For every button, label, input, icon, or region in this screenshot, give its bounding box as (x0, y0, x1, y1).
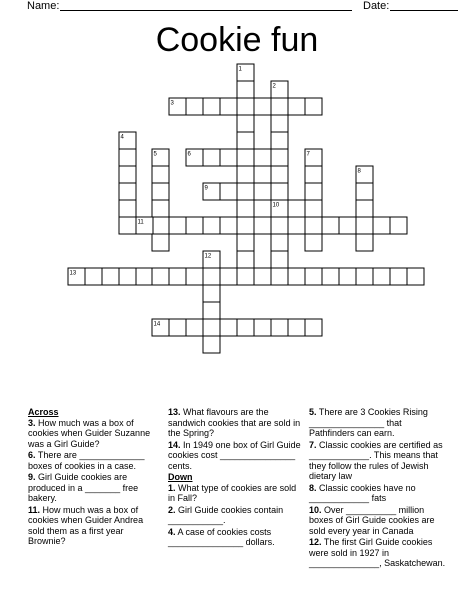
grid-cell[interactable] (186, 217, 203, 234)
grid-cell[interactable] (237, 234, 254, 251)
grid-cell[interactable] (237, 319, 254, 336)
clue-number: 5 (153, 151, 157, 158)
grid-cell[interactable] (356, 268, 373, 285)
grid-cell[interactable] (356, 217, 373, 234)
clue-across-11: 11. How much was a box of cookies when Guider Andrea sold them as a first year Brownie? (28, 504, 144, 546)
grid-cell[interactable] (102, 268, 119, 285)
grid-cell[interactable] (322, 217, 339, 234)
grid-cell[interactable] (203, 217, 220, 234)
across-heading: Across (28, 407, 59, 417)
grid-cell[interactable] (169, 319, 186, 336)
grid-cell[interactable] (237, 115, 254, 132)
name-label: Name: (27, 0, 60, 12)
clue-down-1: 1. What type of cookies are sold in Fall? (168, 482, 297, 503)
clue-across-6: 6. There are _____________ boxes of cookies in a case. (28, 450, 145, 471)
grid-cell[interactable] (169, 217, 186, 234)
grid-cell[interactable] (254, 268, 271, 285)
grid-cell[interactable] (288, 98, 305, 115)
grid-cell[interactable] (271, 217, 288, 234)
grid-cell[interactable] (322, 268, 339, 285)
clue-across-13: 13. What flavours are the sandwich cookies that are sold in the Spring? (168, 407, 301, 438)
grid-cell[interactable] (271, 98, 288, 115)
grid-cell[interactable] (220, 149, 237, 166)
grid-cell[interactable] (271, 166, 288, 183)
grid-cell[interactable] (339, 217, 356, 234)
grid-cell[interactable] (119, 268, 136, 285)
grid-cell[interactable] (254, 98, 271, 115)
grid-cell[interactable] (237, 183, 254, 200)
grid-cell[interactable] (373, 217, 390, 234)
grid-cell[interactable] (186, 319, 203, 336)
grid-cell[interactable] (271, 268, 288, 285)
grid-cell[interactable] (237, 132, 254, 149)
clue-down-12: 12. The first Girl Guide cookies were sold in 1927 in ______________, Saskatchewan. (309, 537, 446, 568)
grid-cell[interactable] (119, 149, 136, 166)
clue-number: 6 (187, 151, 191, 158)
clue-number: 12 (204, 253, 212, 260)
grid-cell[interactable] (220, 217, 237, 234)
clue-across-14: 14. In 1949 one box of Girl Guide cookies cost _______________ cents. (168, 439, 301, 471)
grid-cell[interactable] (203, 268, 220, 285)
grid-cell[interactable] (356, 183, 373, 200)
grid-cell[interactable] (152, 234, 169, 251)
grid-cell[interactable] (237, 81, 254, 98)
grid-cell[interactable] (288, 217, 305, 234)
grid-cell[interactable] (203, 285, 220, 302)
grid-cell[interactable] (271, 234, 288, 251)
grid-cell[interactable] (237, 268, 254, 285)
grid-cell[interactable] (119, 200, 136, 217)
grid-cell[interactable] (220, 183, 237, 200)
grid-cell[interactable] (271, 132, 288, 149)
grid-cell[interactable] (186, 268, 203, 285)
grid-cell[interactable] (152, 183, 169, 200)
clue-number: 1 (238, 66, 242, 73)
clue-number: 3 (170, 100, 174, 107)
grid-cell[interactable] (254, 183, 271, 200)
clue-down-5: 5. There are 3 Cookies Rising _______________ that Pathfinders can earn. (309, 407, 428, 438)
grid-cell[interactable] (254, 319, 271, 336)
grid-cell[interactable] (237, 200, 254, 217)
grid-cell[interactable] (305, 183, 322, 200)
grid-cell[interactable] (271, 183, 288, 200)
clue-down-10: 10. Over __________ million boxes of Girl Guide cookies are sold every year in Canada (309, 504, 435, 536)
grid-cell[interactable] (305, 234, 322, 251)
grid-cell[interactable] (237, 98, 254, 115)
clue-number: 7 (306, 151, 310, 158)
grid-cell[interactable] (390, 217, 407, 234)
grid-cell[interactable] (152, 166, 169, 183)
grid-cell[interactable] (356, 200, 373, 217)
grid-cell[interactable] (152, 217, 169, 234)
clue-number: 13 (69, 270, 77, 277)
clue-down-4: 4. A case of cookies costs _______________ dollars. (168, 526, 275, 547)
grid-cell[interactable] (271, 319, 288, 336)
grid-cell[interactable] (407, 268, 424, 285)
grid-cell[interactable] (186, 98, 203, 115)
grid-cell[interactable] (288, 268, 305, 285)
grid-cell[interactable] (254, 149, 271, 166)
down-heading: Down (168, 472, 193, 482)
grid-cell[interactable] (271, 115, 288, 132)
clue-number: 10 (272, 202, 280, 209)
grid-cell[interactable] (305, 98, 322, 115)
grid-cell[interactable] (237, 217, 254, 234)
clue-number: 2 (272, 83, 276, 90)
grid-cell[interactable] (339, 268, 356, 285)
date-label: Date: (363, 0, 390, 12)
clue-down-2: 2. Girl Guide cookies contain ___________. (168, 504, 284, 525)
grid-cell[interactable] (203, 149, 220, 166)
grid-cell[interactable] (203, 98, 220, 115)
grid-cell[interactable] (119, 166, 136, 183)
grid-cell[interactable] (305, 217, 322, 234)
grid-cell[interactable] (237, 251, 254, 268)
across-down-clues (168, 407, 302, 549)
grid-cell[interactable] (305, 319, 322, 336)
grid-cell[interactable] (271, 149, 288, 166)
grid-cell[interactable] (237, 149, 254, 166)
across-clues (28, 407, 158, 548)
grid-cell[interactable] (203, 319, 220, 336)
grid-cell[interactable] (220, 98, 237, 115)
grid-cell[interactable] (271, 251, 288, 268)
grid-cell[interactable] (305, 200, 322, 217)
clue-number: 11 (137, 219, 144, 226)
clue-across-9: 9. Girl Guide cookies are produced in a _______ free bakery. (28, 472, 139, 503)
grid-cell[interactable] (305, 268, 322, 285)
grid-cell[interactable] (136, 268, 153, 285)
grid-cell[interactable] (169, 268, 186, 285)
grid-cell[interactable] (152, 268, 169, 285)
grid-cell[interactable] (288, 319, 305, 336)
clue-across-3: 3. How much was a box of cookies when Guider Suzanne was a Girl Guide? (28, 417, 151, 449)
page-title: Cookie fun (155, 21, 319, 59)
clue-down-8: 8. Classic cookies have no ____________ fats (309, 482, 416, 503)
grid-cell[interactable] (356, 234, 373, 251)
grid-cell[interactable] (390, 268, 407, 285)
down-clues-cont (309, 407, 449, 570)
grid-cell[interactable] (203, 302, 220, 319)
clue-number: 4 (120, 134, 124, 141)
clue-number: 9 (204, 185, 208, 192)
grid-cell[interactable] (373, 268, 390, 285)
grid-cell[interactable] (119, 217, 136, 234)
clue-number: 8 (357, 168, 361, 175)
clue-down-7: 7. Classic cookies are certified as ____________. This means that they follow the rules of Jewish dietary law (309, 439, 443, 481)
grid-cell[interactable] (220, 268, 237, 285)
grid-cell[interactable] (220, 319, 237, 336)
grid-cell[interactable] (254, 217, 271, 234)
clue-number: 14 (153, 321, 161, 328)
grid-cell[interactable] (85, 268, 102, 285)
grid-cell[interactable] (288, 200, 305, 217)
grid-cell[interactable] (305, 166, 322, 183)
grid-cell[interactable] (237, 166, 254, 183)
grid-cell[interactable] (203, 336, 220, 353)
grid-cell[interactable] (119, 183, 136, 200)
grid-cell[interactable] (152, 200, 169, 217)
